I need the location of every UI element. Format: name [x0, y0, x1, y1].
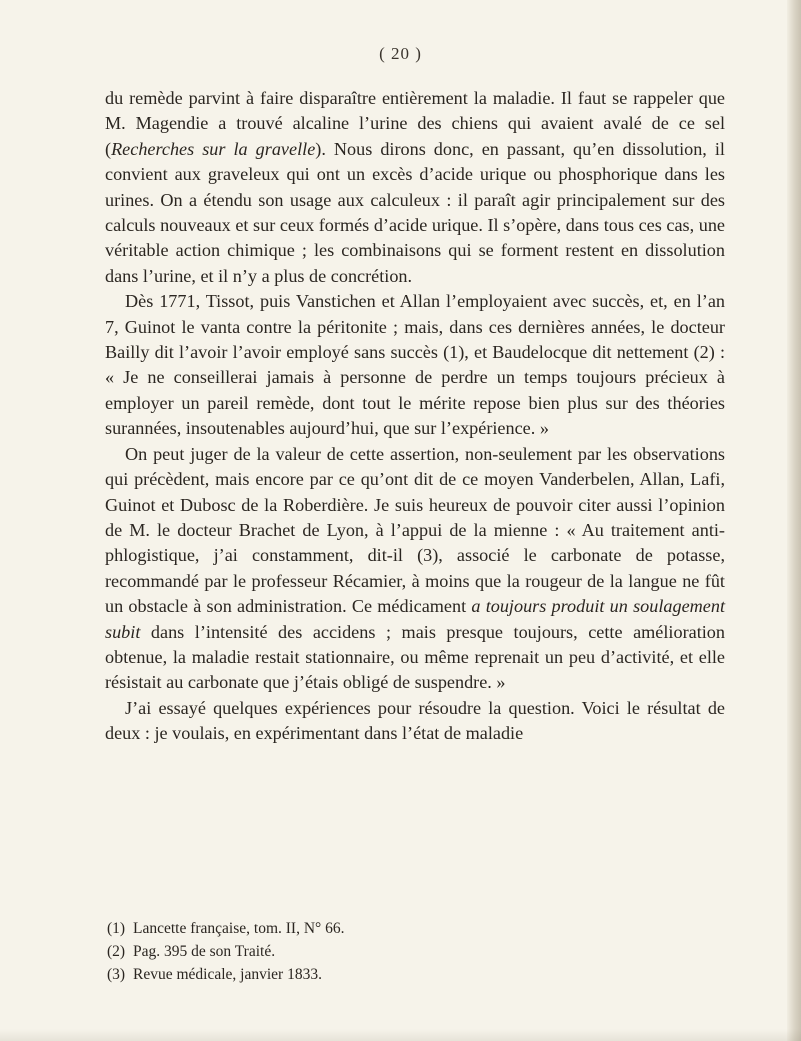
text-run: J’ai essayé quelques expériences pour résoudre la question. Voici le résultat de deux : je voulais, en expérimentant dans l’état de maladie	[105, 697, 725, 744]
paragraph	[105, 86, 725, 289]
footnote	[107, 940, 707, 963]
footnote-marker: (3)	[107, 966, 126, 983]
italic-run: Recherches sur la gravelle	[111, 138, 316, 159]
page-edge	[787, 0, 801, 1041]
text-run: Dès 1771, Tissot, puis Vanstichen et Allan l’employaient avec succès, et, en l’an 7, Guinot le vanta contre la péritonite ; mais, dans ces dernières années, le docteur Bailly dit l’avoir l’avoir employé sans succès (1), et Baudelocque dit nettement (2) : « Je ne conseillerai jamais à personne de perdre un temps toujours précieux à employer un pareil remède, dont tout le mérite repose bien plus sur des théories surannées, insoutenables aujourd’hui, que sur l’expérience. »	[105, 291, 725, 439]
page-shadow	[0, 1029, 801, 1041]
paragraph	[105, 696, 725, 747]
footnote-text: Lancette française, tom. II, N° 66.	[133, 920, 345, 937]
text-run: ). Nous dirons donc, en passant, qu’en dissolution, il convient aux graveleux qui ont un excès d’acide urique ou phosphorique dans les urines. On a étendu son usage aux calculeux : il paraît agir principalement sur des calculs nouveaux et sur ceux formés d’acide urique. Il s’opère, dans tous ces cas, une véritable action chimique ; les combinaisons qui se forment restent en dissolution dans l’urine, et il n’y a plus de concrétion.	[105, 138, 725, 286]
footnotes	[107, 917, 707, 986]
footnote	[107, 963, 707, 986]
body-text	[105, 86, 725, 747]
footnote-marker: (2)	[107, 943, 126, 960]
paragraph	[105, 289, 725, 441]
footnote-marker: (1)	[107, 920, 126, 937]
paragraph	[105, 442, 725, 696]
text-run: du remède parvint à faire disparaître entièrement la maladie. Il faut se rappeler que M. Magendie a trouvé alcaline l’urine des chiens qui avaient avalé de ce sel (	[105, 88, 725, 159]
page-number: ( 20 )	[379, 44, 422, 63]
text-run: On peut juger de la valeur de cette assertion, non-seulement par les observations qui précèdent, mais encore par ce qu’ont dit de ce moyen Vanderbelen, Allan, Lafi, Guinot et Dubosc de la Roberdière. Je suis heureux de pouvoir citer aussi l’opinion de M. le docteur Brachet de Lyon, à l’appui de la mienne : « Au traitement anti-phlogistique, j’ai constamment, dit-il (3), associé le carbonate de potasse, recommandé par le professeur Récamier, à moins que la rougeur de la langue ne fût un obstacle à son administration. Ce médicament	[105, 443, 725, 617]
footnote-text: Revue médicale, janvier 1833.	[133, 966, 322, 983]
text-run: dans l’intensité des accidens ; mais presque toujours, cette amélioration obtenue, la maladie restait stationnaire, ou même reprenait un peu d’activité, et elle résistait au carbonate que j’étais obligé de suspendre. »	[105, 621, 725, 693]
italic-run: a toujours produit un soulagement subit	[105, 596, 726, 642]
footnote-text: Pag. 395 de son Traité.	[133, 943, 276, 960]
footnote	[107, 917, 707, 940]
